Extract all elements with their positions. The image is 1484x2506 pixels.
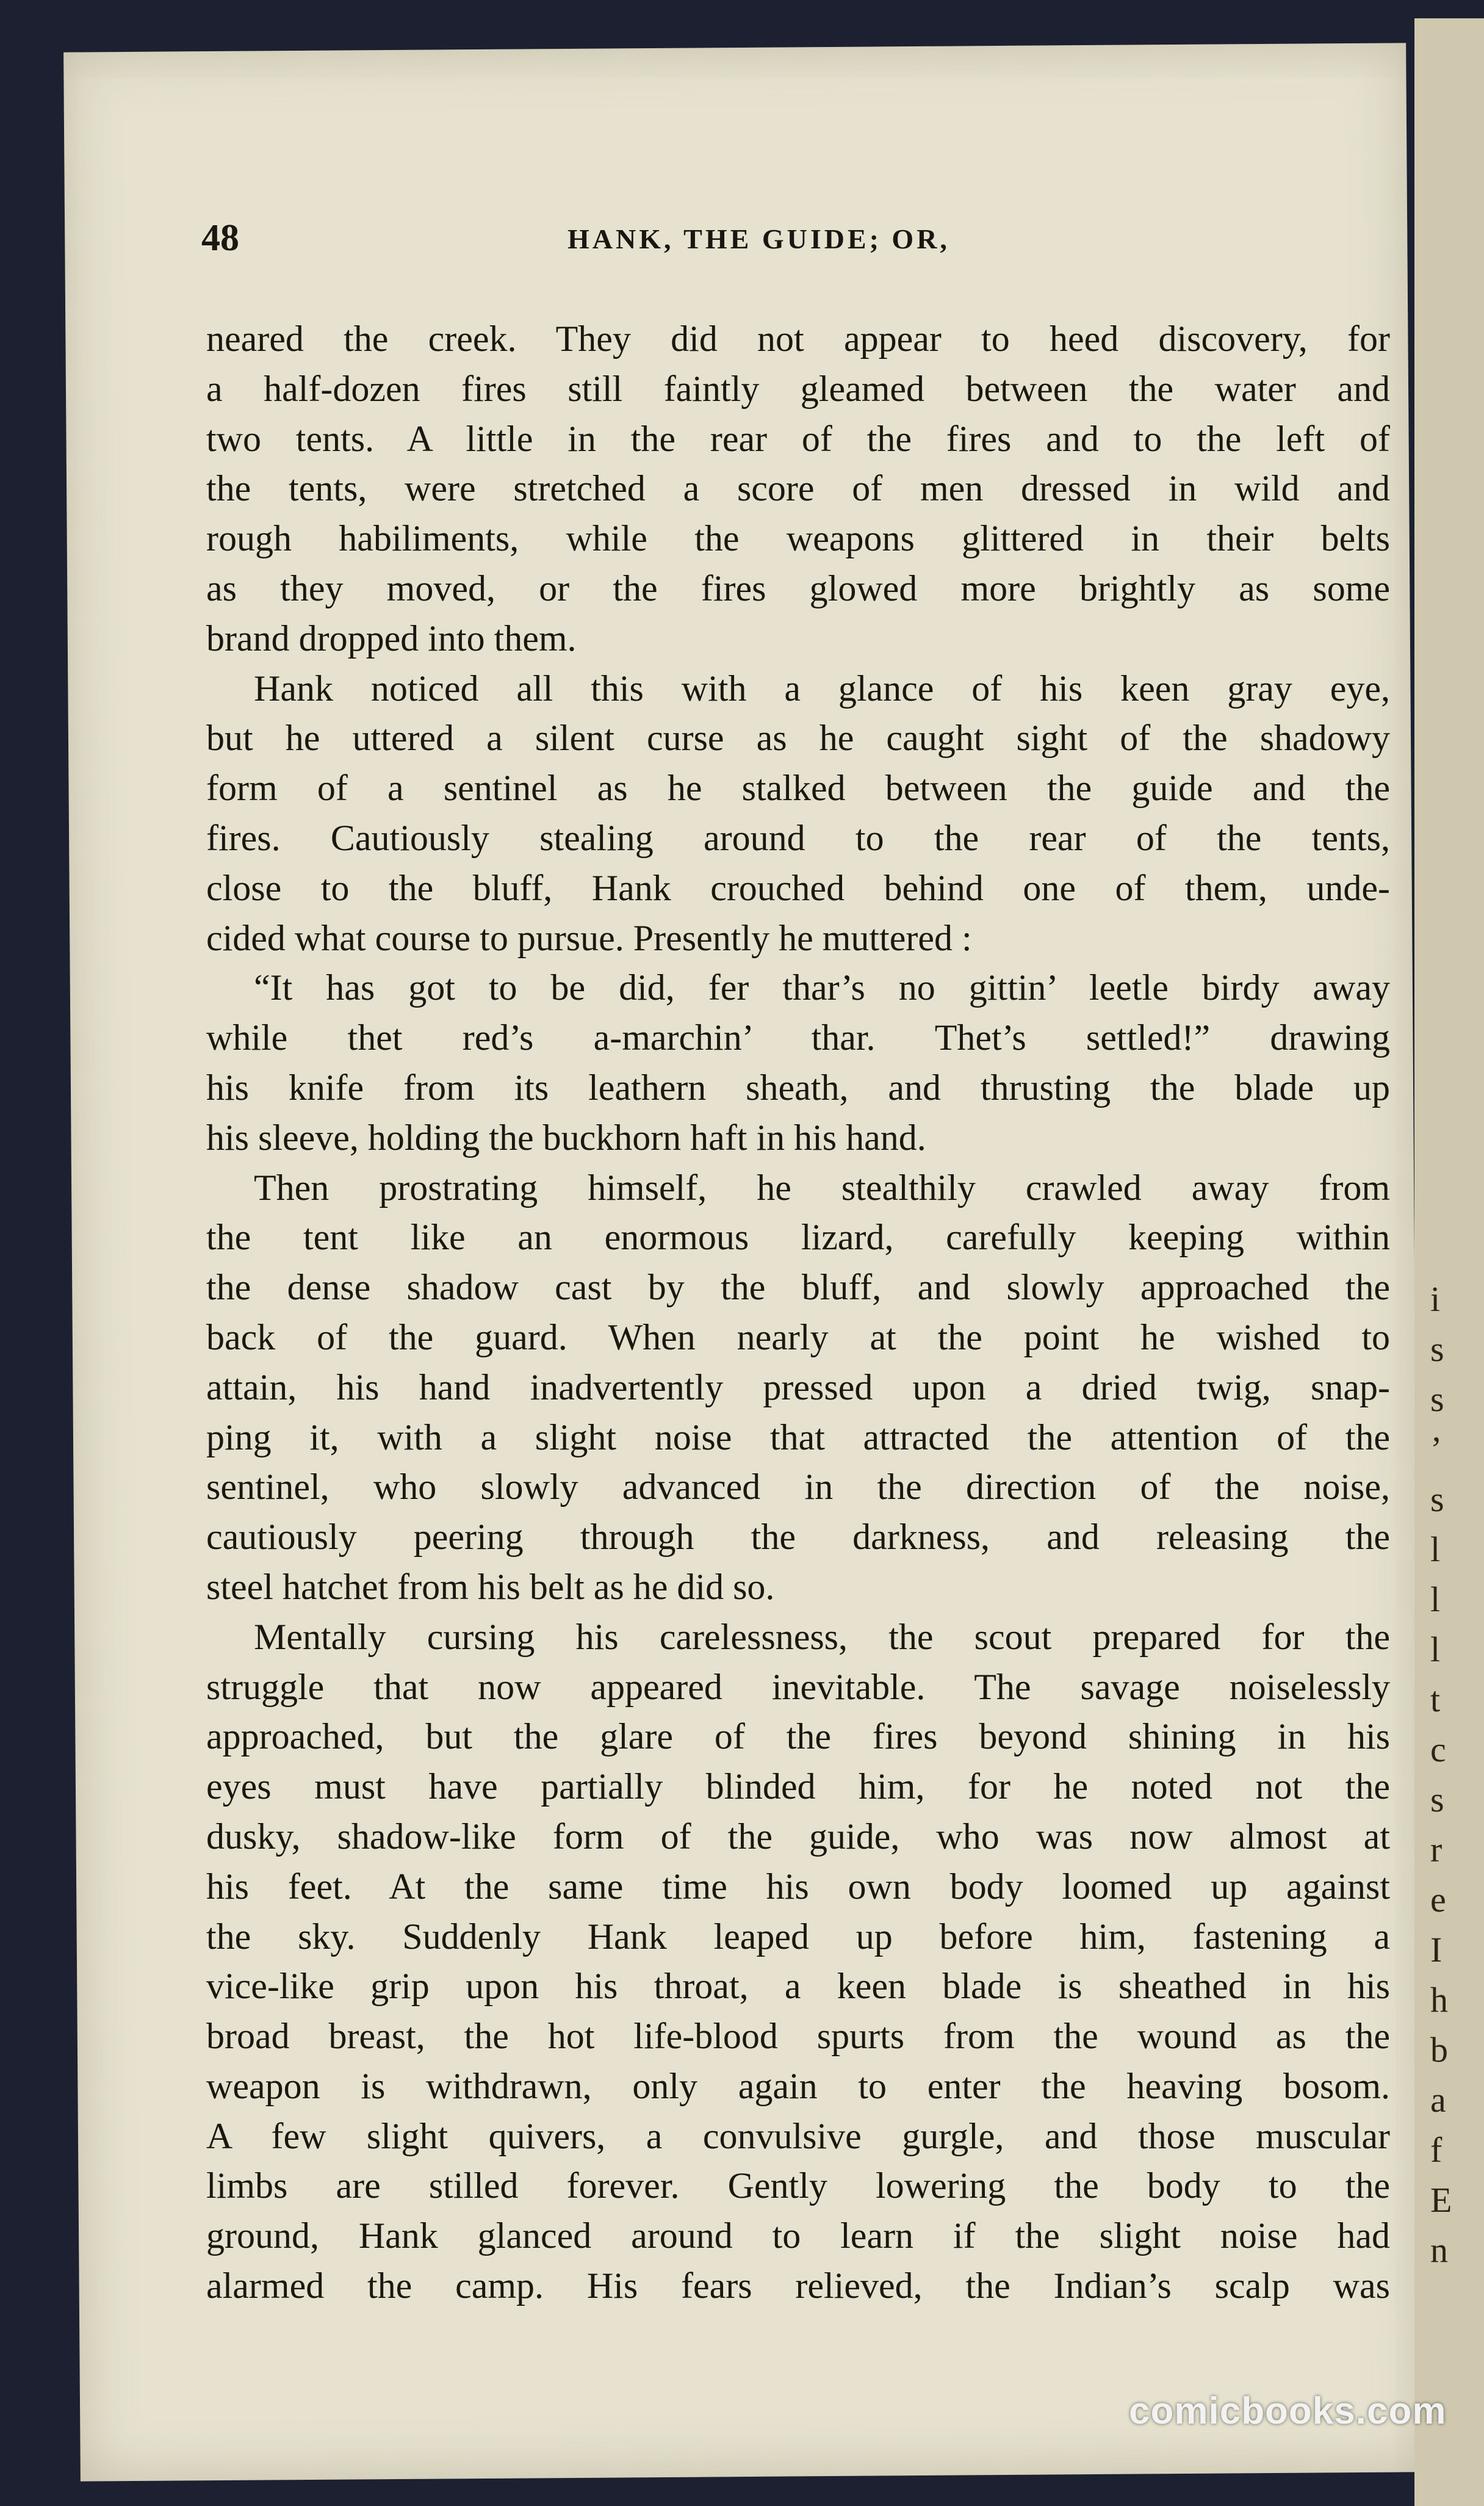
text-line: the dense shadow cast by the bluff, and slowly approached the [206,1267,1390,1308]
text-line: but he uttered a silent curse as he caught sight of the shadowy [206,718,1390,759]
facing-page-letter: l [1430,1529,1441,1569]
facing-page-letter: c [1430,1730,1446,1769]
facing-page-letter: i [1430,1279,1441,1319]
text-line: fires. Cautiously stealing around to the rear of the tents, [206,817,1390,858]
text-line: approached, but the glare of the fires beyond shining in his [206,1716,1390,1757]
facing-page-edge [1414,18,1484,2506]
text-line: Mentally cursing his carelessness, the scout prepared for the [254,1616,1390,1657]
facing-page-letter: s [1430,1379,1444,1419]
text-line: cautiously peering through the darkness, and releasing the [206,1517,1390,1558]
facing-page-letter: s [1430,1479,1444,1519]
facing-page-letter: l [1430,1580,1441,1619]
facing-page-letter: E [1430,2180,1452,2220]
text-line: back of the guard. When nearly at the point he wished to [206,1316,1390,1357]
text-line: neared the creek. They did not appear to heed discovery, for [206,319,1390,359]
text-line: ground, Hank glanced around to learn if the slight noise had [206,2215,1390,2256]
text-line: sentinel, who slowly advanced in the direction of the noise, [206,1467,1390,1508]
text-line: the sky. Suddenly Hank leaped up before him, fastening a [206,1916,1390,1957]
text-line: vice-like grip upon his throat, a keen blade is sheathed in his [206,1966,1390,2007]
text-line: the tents, were stretched a score of men dressed in wild and [206,468,1390,509]
text-line: his sleeve, holding the buckhorn haft in his hand. [206,1117,926,1158]
text-line: while thet red’s a-marchin’ thar. Thet’s settled!” drawing [206,1017,1390,1058]
text-line: two tents. A little in the rear of the fires and to the left of [206,418,1390,459]
text-line: a half-dozen fires still faintly gleamed between the water and [206,368,1390,409]
facing-page-letter: a [1430,2080,1446,2120]
page-header [201,217,1391,265]
facing-page-letter: t [1430,1680,1441,1719]
facing-page-letter: l [1430,1630,1441,1669]
text-line: limbs are stilled forever. Gently lowering the body to the [206,2165,1390,2206]
text-line: attain, his hand inadvertently pressed upon a dried twig, snap- [206,1367,1390,1407]
text-line: weapon is withdrawn, only again to enter the heaving bosom. [206,2065,1390,2106]
site-watermark: comicbooks.com [1129,2390,1447,2432]
facing-page-letter: ’ [1430,1429,1443,1469]
facing-page-letter: h [1430,1980,1448,2020]
facing-page-letter: f [1430,2130,1443,2170]
text-line: the tent like an enormous lizard, carefully keeping within [206,1217,1390,1258]
text-line: alarmed the camp. His fears relieved, the Indian’s scalp was [206,2266,1390,2306]
text-line: “It has got to be did, fer thar’s no gittin’ leetle birdy away [254,967,1390,1008]
text-line: close to the bluff, Hank crouched behind one of them, unde- [206,867,1390,908]
running-title: HANK, THE GUIDE; OR, [567,223,950,255]
facing-page-letter: s [1430,1329,1444,1369]
facing-page-letter: s [1430,1780,1444,1819]
text-line: A few slight quivers, a convulsive gurgle, and those muscular [206,2115,1390,2156]
text-line: struggle that now appeared inevitable. The savage noiselessly [206,1666,1390,1707]
text-line: his feet. At the same time his own body loomed up against [206,1866,1390,1907]
facing-page-letter: b [1430,2030,1448,2070]
text-line: broad breast, the hot life-blood spurts from the wound as the [206,2016,1390,2057]
facing-page-letter: r [1430,1830,1443,1869]
text-line: Then prostrating himself, he stealthily crawled away from [254,1167,1390,1208]
page-number: 48 [201,217,239,259]
text-line: eyes must have partially blinded him, for he noted not the [206,1766,1390,1807]
text-line: as they moved, or the fires glowed more brightly as some [206,568,1390,608]
text-line: cided what course to pursue. Presently he muttered : [206,917,972,958]
text-line: steel hatchet from his belt as he did so. [206,1566,775,1607]
text-line: rough habiliments, while the weapons glittered in their belts [206,518,1390,559]
facing-page-letter: e [1430,1880,1446,1919]
text-line: his knife from its leathern sheath, and thrusting the blade up [206,1067,1390,1108]
body-text [206,314,1390,2311]
facing-page-letter: n [1430,2230,1448,2270]
text-line: ping it, with a slight noise that attracted the attention of the [206,1417,1390,1457]
text-line: dusky, shadow-like form of the guide, who was now almost at [206,1816,1390,1857]
text-line: Hank noticed all this with a glance of his keen gray eye, [254,668,1390,709]
text-line: brand dropped into them. [206,618,577,659]
text-line: form of a sentinel as he stalked between the guide and the [206,768,1390,809]
facing-page-letter: I [1430,1930,1443,1970]
